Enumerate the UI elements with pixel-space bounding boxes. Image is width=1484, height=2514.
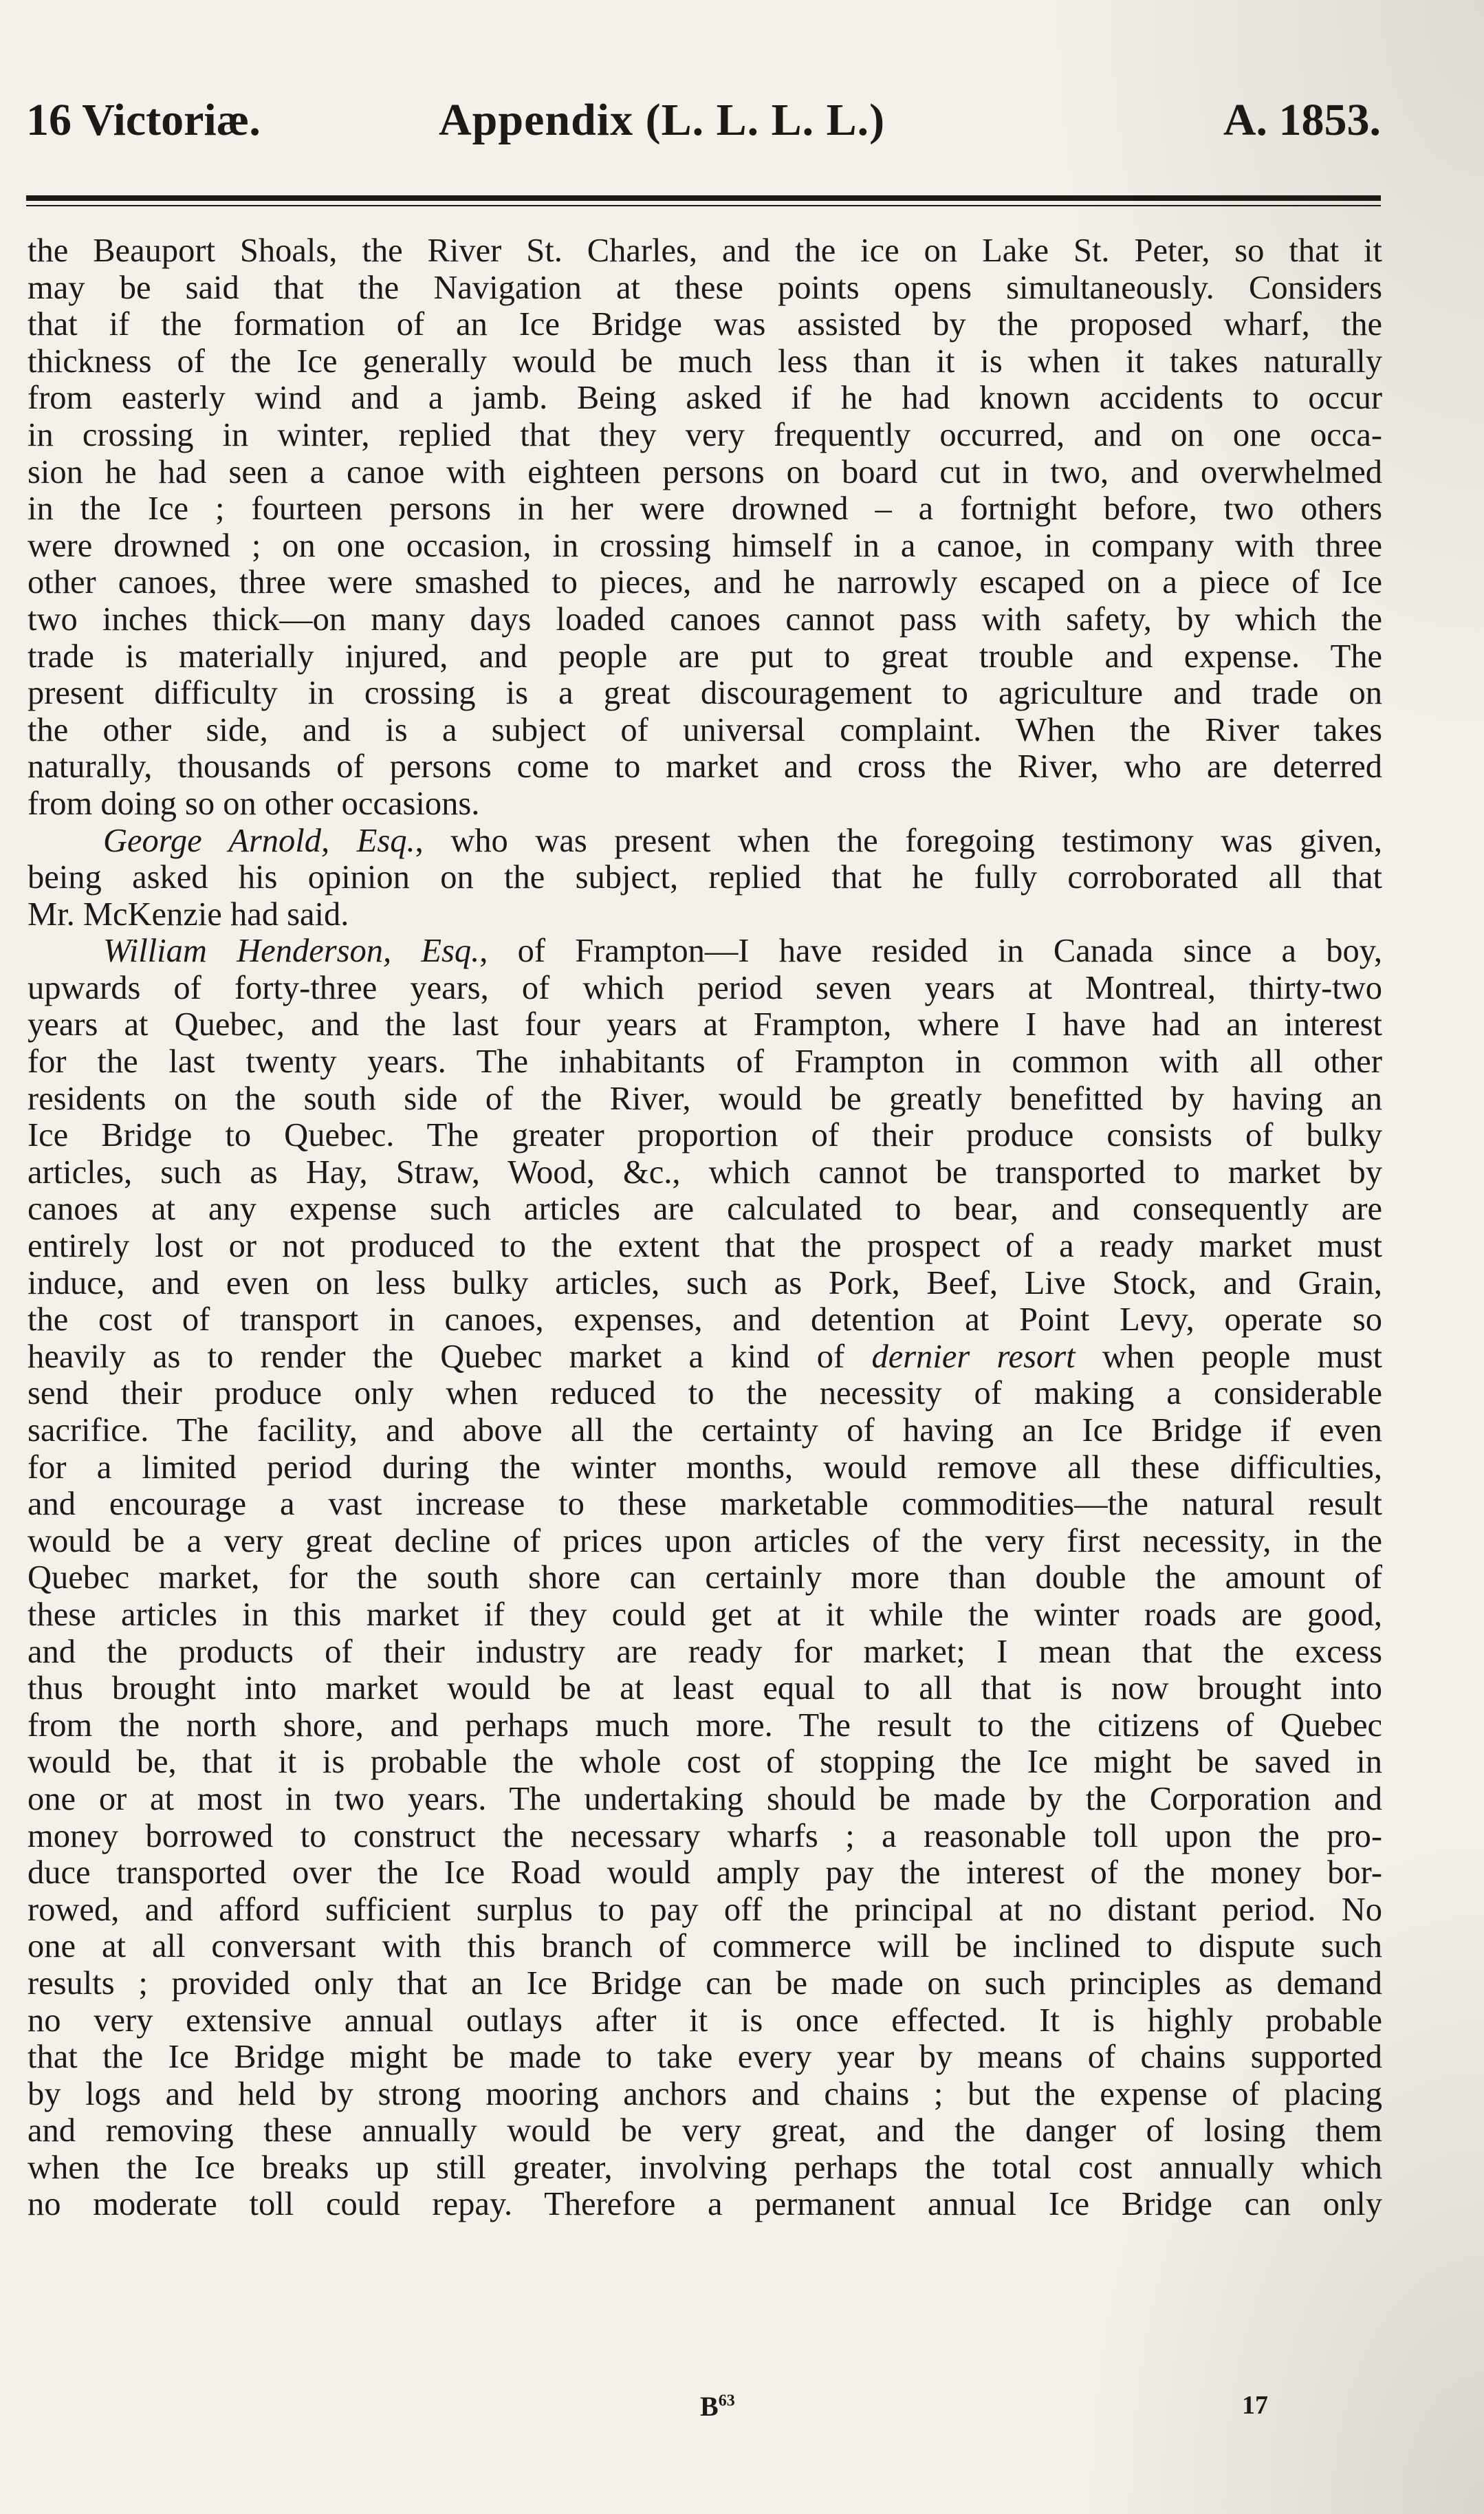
text-line: the other side, and is a subject of universal complaint. When the River takes <box>28 711 1382 748</box>
text-line: when the Ice breaks up still greater, involving perhaps the total cost annually which <box>28 2149 1382 2186</box>
text-line: were drowned ; on one occasion, in crossing himself in a canoe, in company with three <box>28 527 1382 564</box>
body-text <box>28 232 1382 2223</box>
text-line: no moderate toll could repay. Therefore a permanent annual Ice Bridge can only <box>28 2186 1382 2223</box>
text-line: no very extensive annual outlays after it is once effected. It is highly probable <box>28 2002 1382 2039</box>
text-line: send their produce only when reduced to the necessity of making a considerable <box>28 1375 1382 1412</box>
text-line: that if the formation of an Ice Bridge was assisted by the proposed wharf, the <box>28 306 1382 343</box>
text-line: may be said that the Navigation at these points opens simultaneously. Considers <box>28 269 1382 306</box>
text-line: from the north shore, and perhaps much more. The result to the citizens of Quebec <box>28 1706 1382 1744</box>
text-line: Quebec market, for the south shore can certainly more than double the amount of <box>28 1559 1382 1596</box>
text-line: two inches thick—on many days loaded canoes cannot pass with safety, by which the <box>28 600 1382 638</box>
text-line: in the Ice ; fourteen persons in her were drowned – a fortnight before, two others <box>28 490 1382 528</box>
text-line: upwards of forty-three years, of which period seven years at Montreal, thirty-two <box>28 969 1382 1006</box>
text-line: years at Quebec, and the last four years at Frampton, where I have had an interest <box>28 1006 1382 1043</box>
text-line: trade is materially injured, and people are put to great trouble and expense. The <box>28 638 1382 675</box>
signature-number: 63 <box>718 2392 735 2410</box>
header-rule-thin <box>26 205 1381 206</box>
text-line: present difficulty in crossing is a great discouragement to agriculture and trade on <box>28 675 1382 712</box>
text-line: rowed, and afford sufficient surplus to pay off the principal at no distant period. No <box>28 1891 1382 1928</box>
text-line: Mr. McKenzie had said. <box>28 896 349 933</box>
text-span: , who was present when the foregoing testimony was given, <box>415 822 1382 859</box>
text-line: in crossing in winter, replied that they very frequently occurred, and on one occa- <box>28 416 1382 453</box>
text-line: money borrowed to construct the necessary wharfs ; a reasonable toll upon the pro- <box>28 1817 1382 1854</box>
text-line: the Beauport Shoals, the River St. Charles, and the ice on Lake St. Peter, so that it <box>28 232 1382 269</box>
text-line: would be, that it is probable the whole cost of stopping the Ice might be saved in <box>28 1744 1382 1781</box>
text-line: and encourage a vast increase to these marketable commodities—the natural result <box>28 1486 1382 1523</box>
text-span: heavily as to render the Quebec market a kind of <box>28 1338 872 1375</box>
italic-phrase: dernier resort <box>871 1338 1076 1375</box>
text-span: , of Frampton—I have resided in Canada since a boy, <box>479 933 1382 970</box>
text-line: from doing so on other occasions. <box>28 785 480 822</box>
text-line-with-italic <box>28 1339 1382 1376</box>
header-session: 16 Victoriæ. <box>26 95 261 145</box>
paragraph-arnold-first-line <box>28 823 1382 860</box>
text-line: and the products of their industry are ready for market; I mean that the excess <box>28 1633 1382 1670</box>
paragraph-henderson-first-line <box>28 933 1382 970</box>
signature-mark <box>700 2390 735 2423</box>
text-line: results ; provided only that an Ice Bridge can be made on such principles as demand <box>28 1964 1382 2002</box>
witness-name-arnold: George Arnold, Esq. <box>103 822 415 859</box>
text-line: sion he had seen a canoe with eighteen persons on board cut in two, and overwhelmed <box>28 453 1382 490</box>
text-line: being asked his opinion on the subject, replied that he fully corroborated all that <box>28 859 1382 896</box>
text-line: thus brought into market would be at least equal to all that is now brought into <box>28 1670 1382 1707</box>
header-rule-thick <box>26 195 1381 201</box>
header-appendix-title: Appendix (L. L. L. L.) <box>439 95 886 145</box>
text-line: other canoes, three were smashed to pieces, and he narrowly escaped on a piece of Ice <box>28 564 1382 601</box>
header-year: A. 1853. <box>1223 95 1381 145</box>
witness-name-henderson: William Henderson, Esq. <box>103 933 480 970</box>
text-line: articles, such as Hay, Straw, Wood, &c., which cannot be transported to market by <box>28 1153 1382 1191</box>
text-line: these articles in this market if they could get at it while the winter roads are good, <box>28 1596 1382 1633</box>
text-line: for a limited period during the winter months, would remove all these difficulties, <box>28 1449 1382 1486</box>
text-line: canoes at any expense such articles are calculated to bear, and consequently are <box>28 1191 1382 1228</box>
text-line: duce transported over the Ice Road would amply pay the interest of the money bor- <box>28 1854 1382 1892</box>
signature-letter: B <box>700 2391 719 2422</box>
text-line: residents on the south side of the River, would be greatly benefitted by having an <box>28 1080 1382 1117</box>
text-line: sacrifice. The facility, and above all the certainty of having an Ice Bridge if even <box>28 1412 1382 1449</box>
text-line: by logs and held by strong mooring anchors and chains ; but the expense of placing <box>28 2075 1382 2112</box>
text-line: and removing these annually would be very great, and the danger of losing them <box>28 2112 1382 2149</box>
text-line: induce, and even on less bulky articles, such as Pork, Beef, Live Stock, and Grain, <box>28 1264 1382 1301</box>
text-line: the cost of transport in canoes, expenses, and detention at Point Levy, operate so <box>28 1301 1382 1339</box>
text-line: would be a very great decline of prices upon articles of the very first necessity, in the <box>28 1522 1382 1559</box>
text-line: thickness of the Ice generally would be much less than it is when it takes naturally <box>28 343 1382 380</box>
text-line: entirely lost or not produced to the extent that the prospect of a ready market must <box>28 1228 1382 1265</box>
text-line: from easterly wind and a jamb. Being asked if he had known accidents to occur <box>28 380 1382 417</box>
text-line: Ice Bridge to Quebec. The greater proportion of their produce consists of bulky <box>28 1117 1382 1154</box>
text-line: one or at most in two years. The undertaking should be made by the Corporation and <box>28 1780 1382 1817</box>
text-span: when people must <box>1075 1338 1382 1375</box>
text-line: one at all conversant with this branch of commerce will be inclined to dispute such <box>28 1928 1382 1965</box>
text-line: that the Ice Bridge might be made to take every year by means of chains supported <box>28 2039 1382 2076</box>
page-header <box>26 83 1381 158</box>
text-line: naturally, thousands of persons come to market and cross the River, who are deterred <box>28 748 1382 785</box>
text-line: for the last twenty years. The inhabitants of Frampton in common with all other <box>28 1043 1382 1081</box>
leaf-number: 17 <box>1242 2391 1268 2420</box>
